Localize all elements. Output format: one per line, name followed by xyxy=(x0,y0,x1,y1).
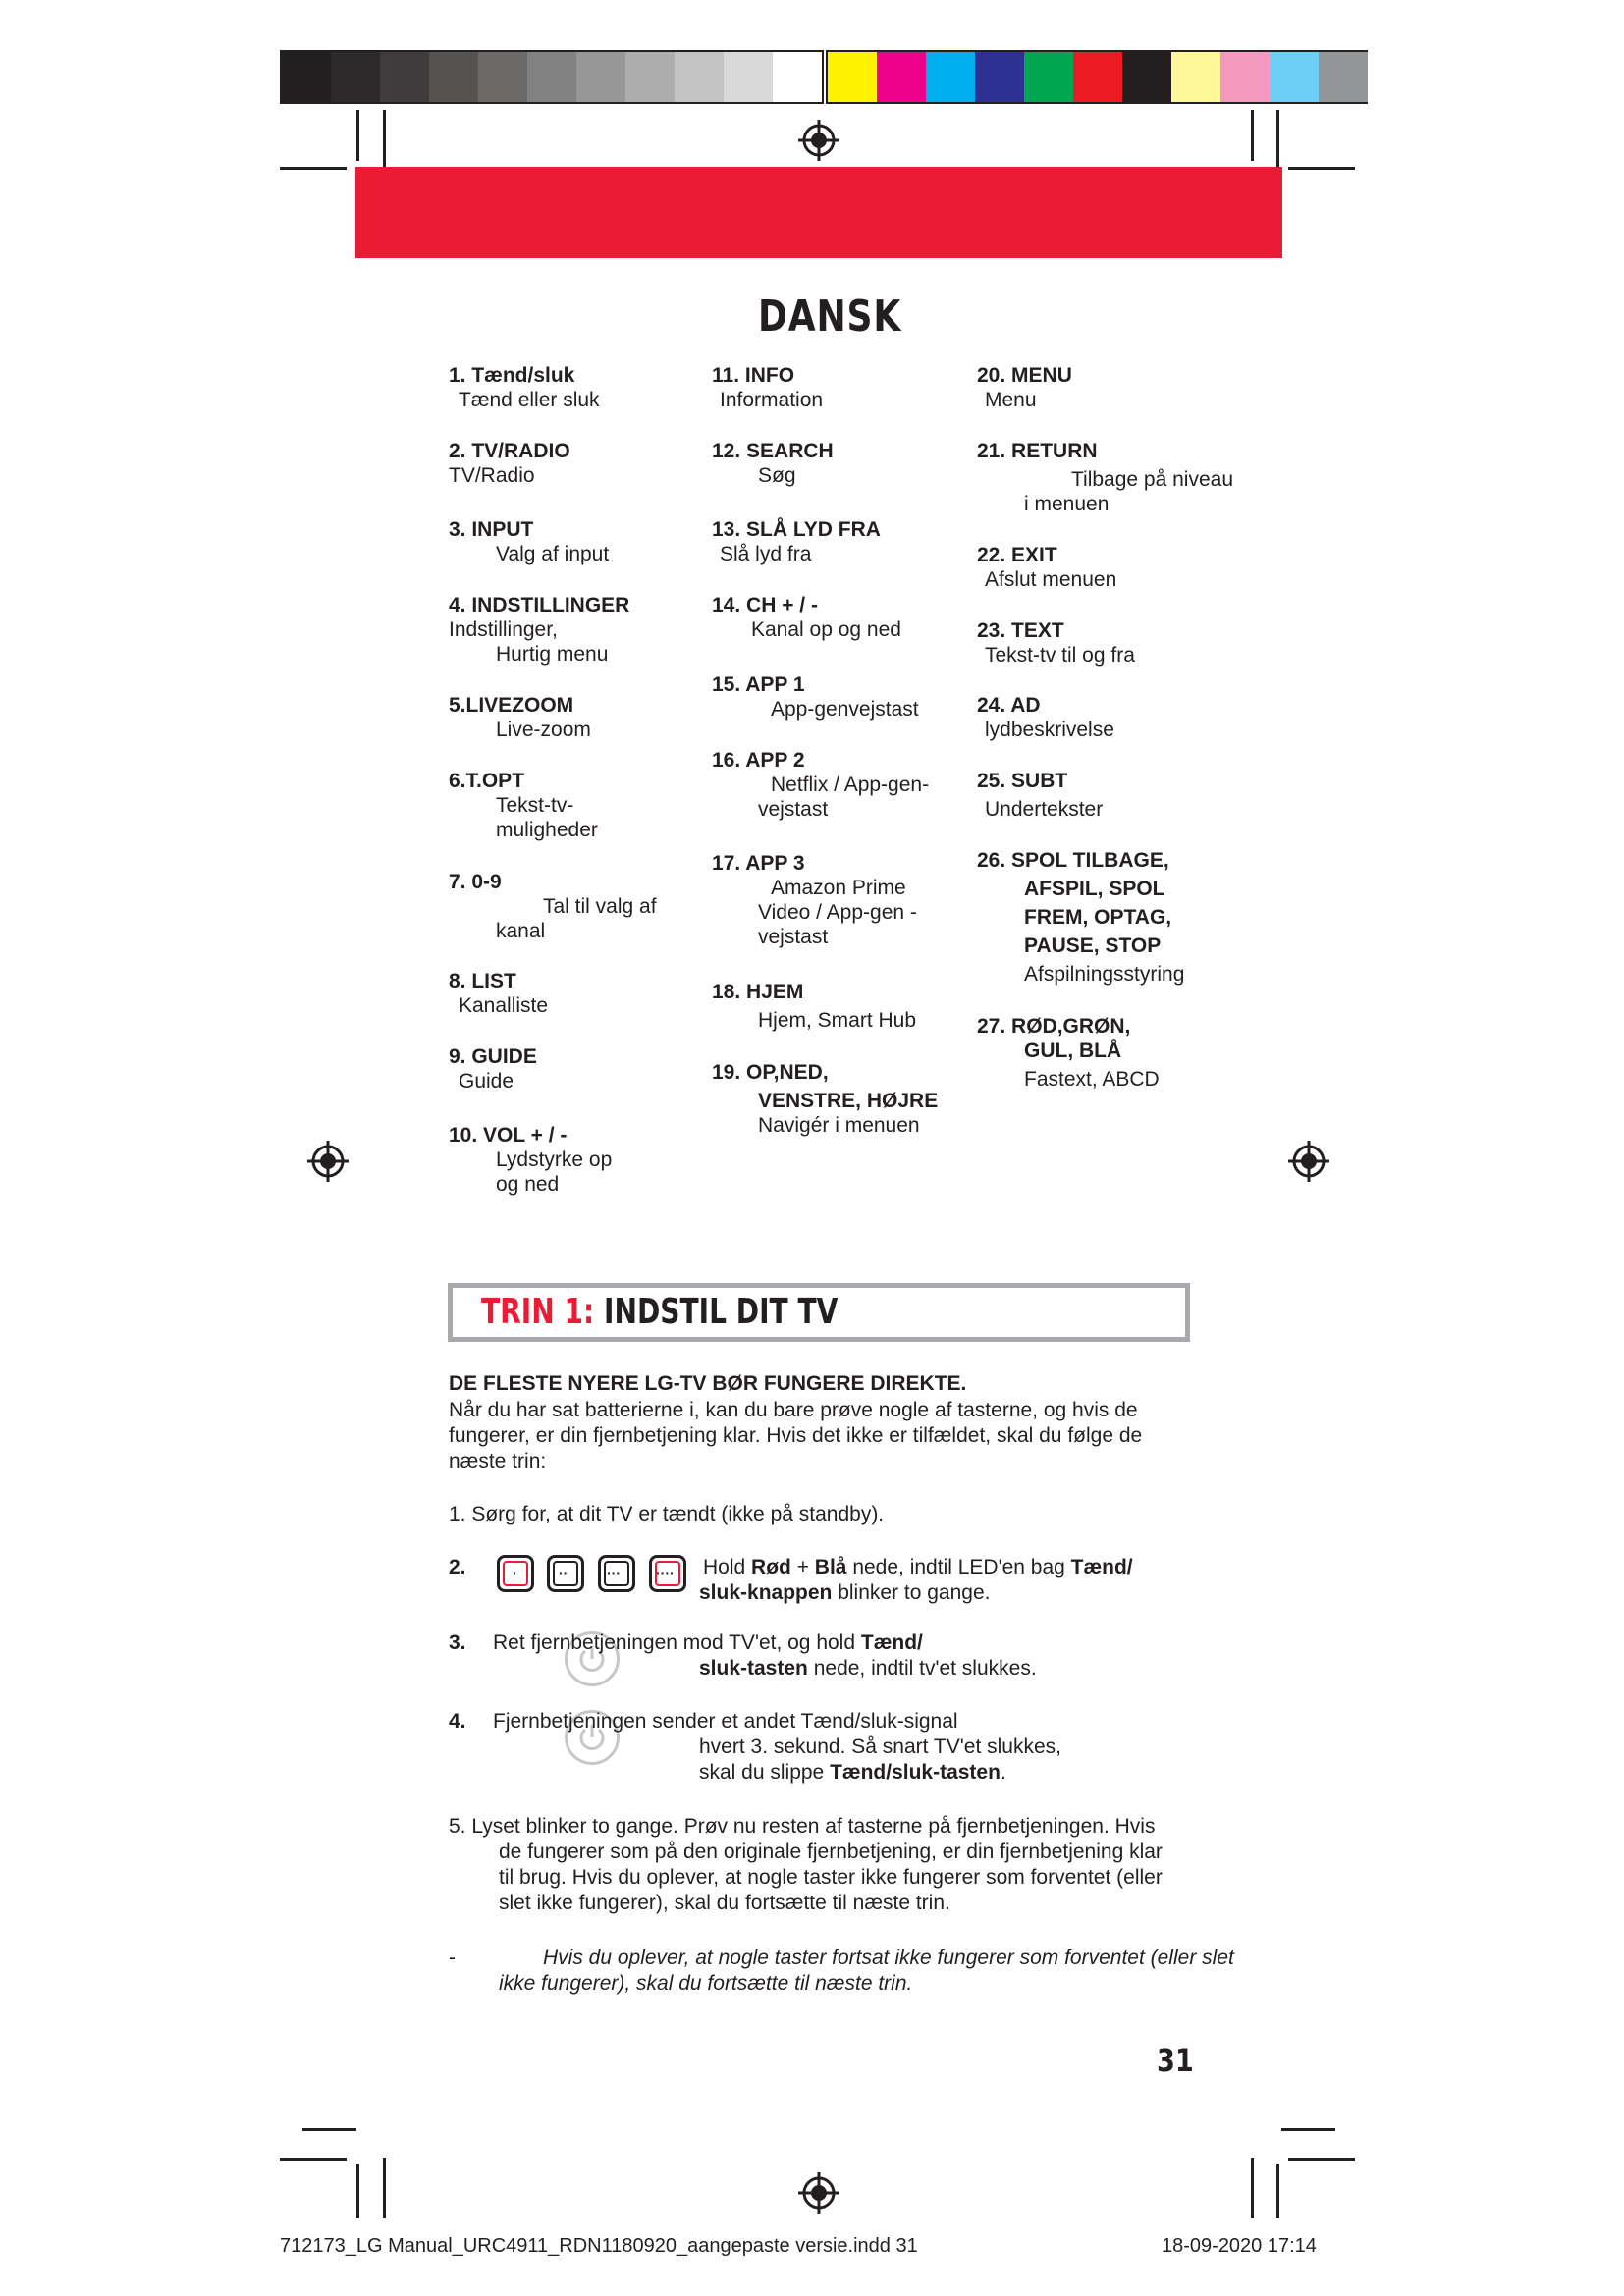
color-swatch xyxy=(1171,52,1220,102)
lead-line: Når du har sat batterierne i, kan du bare prøve nogle af tasterne, og hvis de xyxy=(449,1399,1138,1421)
key-item-15 xyxy=(712,672,919,721)
key-description: Indstillinger, xyxy=(449,618,558,641)
yellow-key-icon: ··· xyxy=(598,1555,635,1592)
note-line: ikke fungerer), skal du fortsætte til næste trin. xyxy=(499,1972,913,1995)
step-4-number: 4. xyxy=(449,1710,466,1733)
crop-mark xyxy=(280,2158,347,2161)
step-2-line-1: Hold Rød + Blå nede, indtil LED'en bag Tænd/ xyxy=(703,1556,1133,1578)
registration-mark-icon xyxy=(798,120,839,161)
key-description: Lydstyrke op xyxy=(496,1148,613,1171)
key-description: muligheder xyxy=(496,819,598,841)
color-swatch xyxy=(1319,52,1368,102)
key-description: Video / App-gen - xyxy=(758,901,917,924)
key-description: Hurtig menu xyxy=(496,643,609,666)
step-5-line: slet ikke fungerer), skal du fortsætte til næste trin. xyxy=(499,1892,950,1914)
key-description: Slå lyd fra xyxy=(720,543,812,565)
key-item-18 xyxy=(712,980,916,1033)
key-name: 16. APP 2 xyxy=(712,749,805,772)
key-name: PAUSE, STOP xyxy=(1024,934,1162,957)
key-description: Tekst-tv til og fra xyxy=(985,644,1135,667)
key-name: 5.LIVEZOOM xyxy=(449,694,574,717)
key-name: 3. INPUT xyxy=(449,518,534,541)
key-item-24 xyxy=(977,693,1114,742)
key-name: 22. EXIT xyxy=(977,544,1057,566)
key-description: Live-zoom xyxy=(496,719,591,741)
step-2-line-2: sluk-knappen blinker to gange. xyxy=(699,1581,991,1604)
gray-swatch xyxy=(625,52,675,102)
registration-mark-icon xyxy=(798,2172,839,2214)
key-description: Netflix / App-gen- xyxy=(771,774,930,796)
key-description: Guide xyxy=(459,1070,514,1093)
color-swatch xyxy=(1220,52,1270,102)
key-name: 11. INFO xyxy=(712,364,795,387)
key-description: lydbeskrivelse xyxy=(985,719,1114,741)
key-item-10 xyxy=(449,1123,612,1197)
key-name: 26. SPOL TILBAGE, xyxy=(977,849,1169,872)
key-item-19 xyxy=(712,1060,938,1138)
step-4-line-3: skal du slippe Tænd/sluk-tasten. xyxy=(699,1761,1006,1784)
crop-mark xyxy=(1276,110,1279,169)
color-swatch xyxy=(877,52,926,102)
key-description: Kanal op og ned xyxy=(751,618,901,641)
color-calibration-bar xyxy=(826,50,1368,104)
gray-swatch xyxy=(429,52,478,102)
key-item-5 xyxy=(449,693,591,742)
key-item-6 xyxy=(449,769,598,842)
gray-swatch xyxy=(380,52,429,102)
key-description: Valg af input xyxy=(496,543,610,565)
key-description: Fastext, ABCD xyxy=(1024,1068,1160,1091)
crop-mark xyxy=(1288,167,1355,170)
key-description: Kanalliste xyxy=(459,994,549,1017)
key-item-11 xyxy=(712,363,823,412)
gray-swatch xyxy=(527,52,576,102)
crop-mark xyxy=(356,2164,359,2218)
crop-mark xyxy=(280,167,347,170)
color-swatch xyxy=(828,52,877,102)
key-name: 2. TV/RADIO xyxy=(449,440,570,462)
crop-mark xyxy=(383,2158,386,2218)
key-item-26 xyxy=(977,848,1184,987)
key-description: Hjem, Smart Hub xyxy=(758,1009,917,1032)
registration-mark-icon xyxy=(307,1141,349,1182)
gray-swatch xyxy=(675,52,724,102)
color-swatch xyxy=(1073,52,1122,102)
key-item-14 xyxy=(712,593,901,642)
key-item-8 xyxy=(449,969,548,1018)
crop-mark xyxy=(356,110,359,161)
key-name: 12. SEARCH xyxy=(712,440,834,462)
key-description: kanal xyxy=(496,920,546,942)
key-description: vejstast xyxy=(758,926,829,948)
key-description: Afslut menuen xyxy=(985,568,1117,591)
green-key-icon: ·· xyxy=(547,1555,584,1592)
red-key-icon: · xyxy=(497,1555,534,1592)
step-2-number: 2. xyxy=(449,1556,466,1578)
step-3-number: 3. xyxy=(449,1631,466,1654)
language-title: DANSK xyxy=(758,292,902,342)
page-number: 31 xyxy=(1157,2042,1194,2079)
color-swatch xyxy=(1122,52,1171,102)
key-item-22 xyxy=(977,543,1116,592)
key-name: 14. CH + / - xyxy=(712,594,818,616)
key-item-16 xyxy=(712,748,929,822)
key-name: AFSPIL, SPOL xyxy=(1024,878,1165,900)
step-5-line: til brug. Hvis du oplever, at nogle taster ikke fungerer som forventet (eller xyxy=(499,1866,1163,1889)
gray-swatch xyxy=(331,52,380,102)
key-description: Menu xyxy=(985,389,1037,411)
key-name: 27. RØD,GRØN, xyxy=(977,1015,1131,1038)
color-swatch xyxy=(1024,52,1073,102)
key-name: 10. VOL + / - xyxy=(449,1124,568,1147)
key-description: Tænd eller sluk xyxy=(459,389,600,411)
note-dash: - xyxy=(449,1947,456,1969)
step-5-line: de fungerer som på den originale fjernbetjening, er din fjernbetjening klar xyxy=(499,1841,1163,1863)
step-1: 1. Sørg for, at dit TV er tændt (ikke på standby). xyxy=(449,1503,885,1525)
color-swatch xyxy=(1270,52,1319,102)
step-4-line-2: hvert 3. sekund. Så snart TV'et slukkes, xyxy=(699,1735,1061,1758)
key-name: 15. APP 1 xyxy=(712,673,805,696)
step-3-line-2: sluk-tasten nede, indtil tv'et slukkes. xyxy=(699,1657,1037,1680)
key-item-2 xyxy=(449,439,570,488)
step-5-line: 5. Lyset blinker to gange. Prøv nu resten af tasterne på fjernbetjeningen. Hvis xyxy=(449,1815,1156,1838)
crop-mark xyxy=(1288,2158,1355,2161)
key-name: 1. Tænd/sluk xyxy=(449,364,575,387)
footer-timestamp: 18-09-2020 17:14 xyxy=(1162,2235,1317,2257)
key-description: i menuen xyxy=(1024,493,1110,515)
key-name: 4. INDSTILLINGER xyxy=(449,594,630,616)
gray-swatch xyxy=(773,52,822,102)
registration-mark-icon xyxy=(1288,1141,1329,1182)
key-item-4 xyxy=(449,593,629,667)
key-name: GUL, BLÅ xyxy=(1024,1040,1122,1062)
key-name: 21. RETURN xyxy=(977,440,1098,462)
key-item-7 xyxy=(449,870,657,943)
key-description: vejstast xyxy=(758,798,829,821)
lead-line: fungerer, er din fjernbetjening klar. Hvis det ikke er tilfældet, skal du følge de xyxy=(449,1424,1143,1447)
key-description: Søg xyxy=(758,464,796,487)
key-item-3 xyxy=(449,517,609,566)
key-item-27 xyxy=(977,1014,1160,1092)
step-heading: INDSTIL DIT TV xyxy=(594,1292,839,1332)
key-name: VENSTRE, HØJRE xyxy=(758,1090,939,1112)
gray-swatch xyxy=(576,52,625,102)
crop-mark xyxy=(302,2128,356,2131)
key-item-20 xyxy=(977,363,1072,412)
key-name: 13. SLÅ LYD FRA xyxy=(712,518,881,541)
crop-mark xyxy=(1281,2128,1335,2131)
key-name: 7. 0-9 xyxy=(449,871,502,893)
step-4-line-1: Fjernbetjeningen sender et andet Tænd/sluk-signal xyxy=(493,1710,958,1733)
key-item-23 xyxy=(977,618,1135,667)
key-description: Tal til valg af xyxy=(543,895,657,918)
lead-heading: DE FLESTE NYERE LG-TV BØR FUNGERE DIREKTE. xyxy=(449,1372,967,1395)
step-number: TRIN 1: xyxy=(481,1292,595,1332)
key-name: FREM, OPTAG, xyxy=(1024,906,1172,929)
key-description: og ned xyxy=(496,1173,560,1196)
crop-mark xyxy=(1251,110,1254,161)
key-item-9 xyxy=(449,1044,537,1094)
step-title xyxy=(481,1292,838,1332)
color-swatch xyxy=(926,52,975,102)
footer-filename: 712173_LG Manual_URC4911_RDN1180920_aangepaste versie.indd 31 xyxy=(280,2235,918,2257)
key-name: 20. MENU xyxy=(977,364,1072,387)
crop-mark xyxy=(1251,2158,1254,2218)
key-description: Tekst-tv- xyxy=(496,794,574,817)
gray-swatch xyxy=(724,52,773,102)
gray-swatch xyxy=(282,52,331,102)
key-name: 9. GUIDE xyxy=(449,1045,537,1068)
crop-mark xyxy=(383,110,386,169)
blue-key-icon: ···· xyxy=(649,1555,686,1592)
key-name: 18. HJEM xyxy=(712,981,804,1003)
key-name: 17. APP 3 xyxy=(712,852,805,875)
key-name: 25. SUBT xyxy=(977,770,1068,792)
gray-swatch xyxy=(478,52,527,102)
key-name: 8. LIST xyxy=(449,970,516,992)
note-line: Hvis du oplever, at nogle taster fortsat ikke fungerer som forventet (eller slet xyxy=(543,1947,1234,1969)
key-name: 6.T.OPT xyxy=(449,770,525,792)
key-item-17 xyxy=(712,851,917,949)
key-name: 24. AD xyxy=(977,694,1041,717)
color-swatch xyxy=(975,52,1024,102)
key-description: TV/Radio xyxy=(449,464,535,487)
key-description: Information xyxy=(720,389,824,411)
key-name: 19. OP,NED, xyxy=(712,1061,829,1084)
step-3-line-1: Ret fjernbetjeningen mod TV'et, og hold Tænd/ xyxy=(493,1631,923,1654)
lead-line: næste trin: xyxy=(449,1450,547,1472)
key-description: Undertekster xyxy=(985,798,1104,821)
key-description: App-genvejstast xyxy=(771,698,919,721)
key-item-13 xyxy=(712,517,881,566)
key-description: Amazon Prime xyxy=(771,877,906,899)
header-banner xyxy=(355,167,1282,258)
key-item-21 xyxy=(977,439,1233,516)
grayscale-calibration-bar xyxy=(280,50,824,104)
key-item-1 xyxy=(449,363,600,412)
key-item-12 xyxy=(712,439,834,488)
key-item-25 xyxy=(977,769,1103,822)
key-description: Afspilningsstyring xyxy=(1024,963,1185,986)
crop-mark xyxy=(1276,2164,1279,2218)
key-description: Tilbage på niveau xyxy=(1071,468,1234,491)
key-description: Navigér i menuen xyxy=(758,1114,920,1137)
key-name: 23. TEXT xyxy=(977,619,1064,642)
